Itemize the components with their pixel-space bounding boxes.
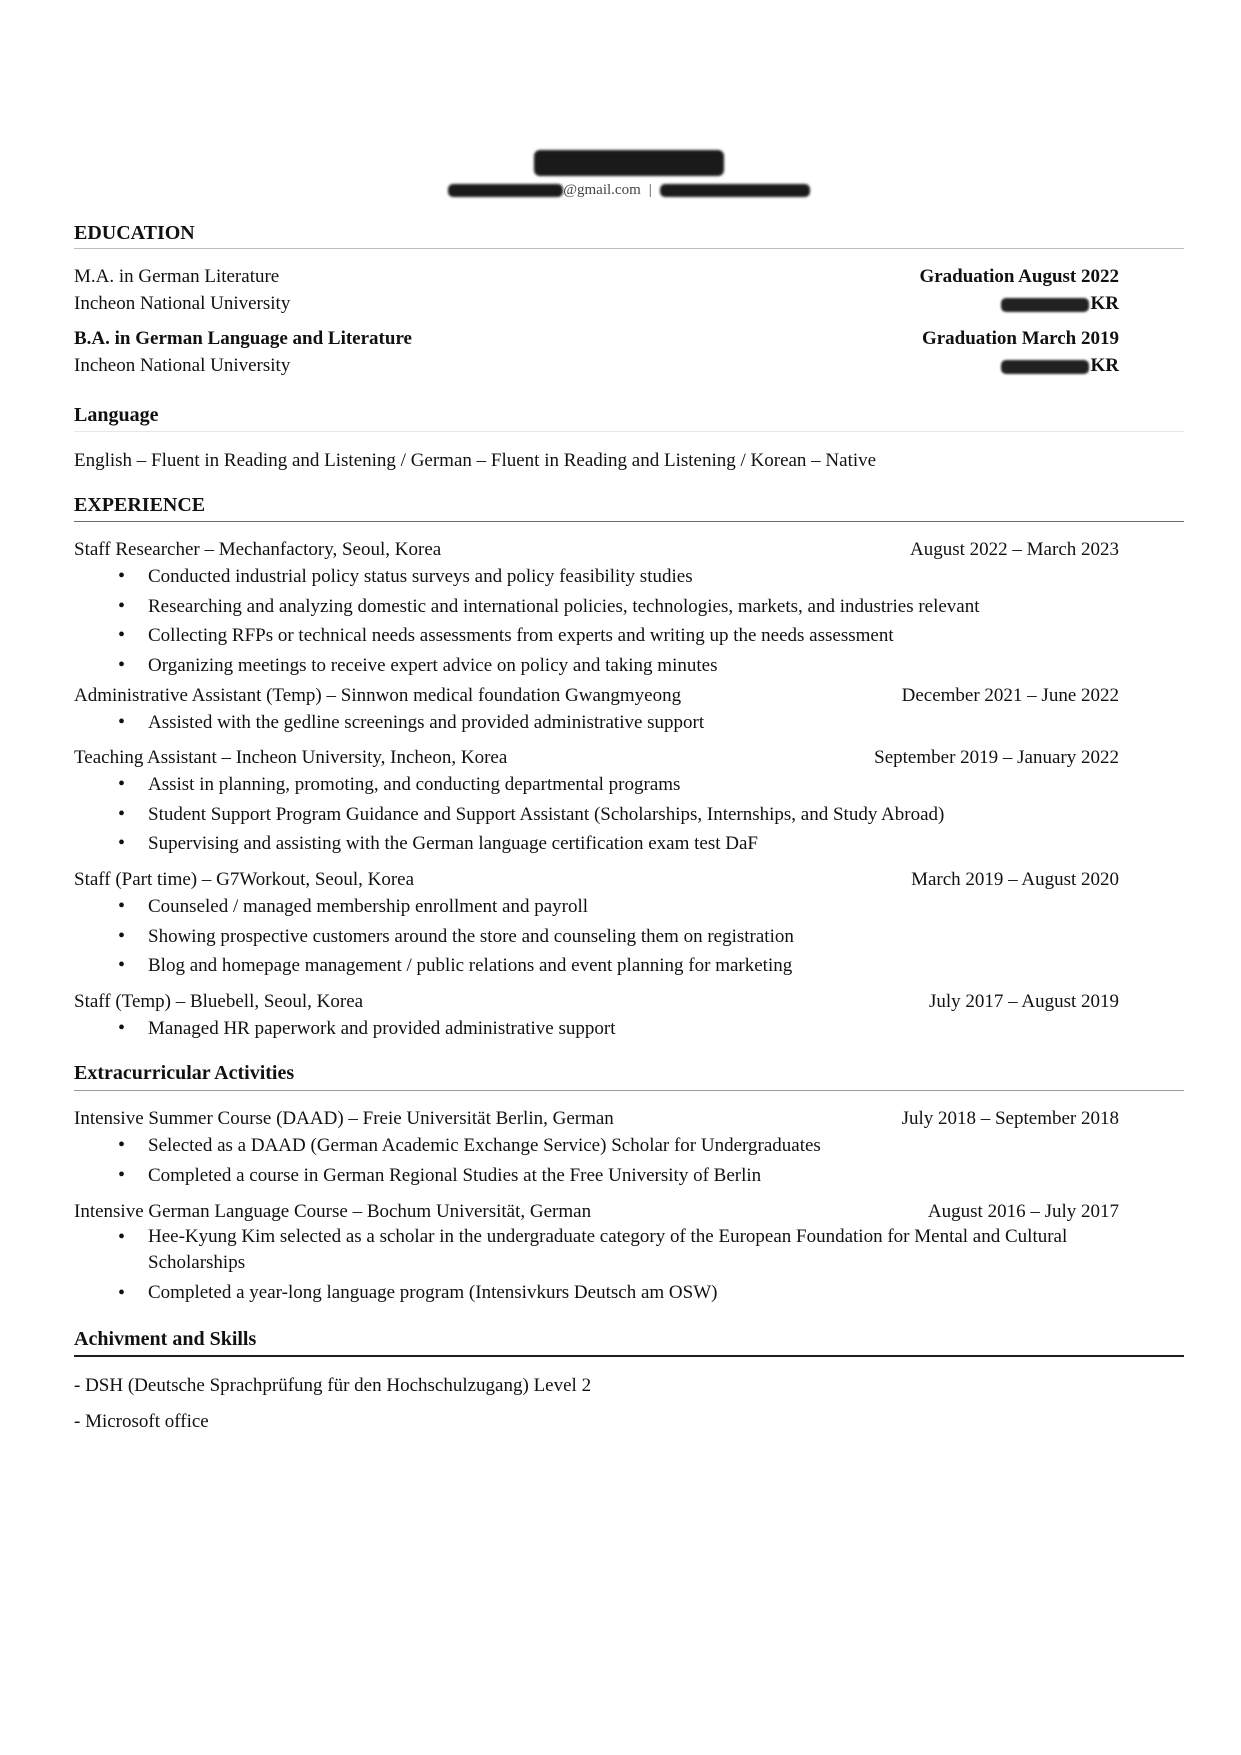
contact-separator: | (648, 182, 652, 198)
list-item: • Organizing meetings to receive expert advice on policy and taking minutes (128, 651, 1188, 681)
activity-title: Intensive German Language Course – Bochum Universität, German (74, 1201, 592, 1222)
section-title-achievements: Achivment and Skills (74, 1328, 257, 1350)
graduation-date: Graduation August 2022 (919, 266, 1119, 287)
school-location: KR (1001, 292, 1120, 316)
job-dates: July 2017 – August 2019 (928, 991, 1119, 1012)
section-rule (74, 521, 1184, 522)
school: Incheon National University (74, 355, 291, 376)
job-bullets (128, 562, 1188, 680)
job-bullets (128, 1014, 1188, 1044)
list-item: • Collecting RFPs or technical needs assessments from experts and writing up the needs assessment (128, 621, 1188, 651)
job-title: Staff (Part time) – G7Workout, Seoul, Korea (74, 869, 415, 890)
list-item: • Supervising and assisting with the German language certification exam test DaF (128, 829, 1188, 859)
job-title: Staff Researcher – Mechanfactory, Seoul, Korea (74, 539, 442, 560)
degree: B.A. in German Language and Literature (74, 328, 412, 349)
list-item: • Counseled / managed membership enrollment and payroll (128, 892, 1188, 922)
contact-email-domain: @gmail.com (563, 182, 641, 198)
list-item: • Assisted with the gedline screenings and provided administrative support (128, 708, 1188, 738)
list-item: • Showing prospective customers around the store and counseling them on registration (128, 922, 1188, 952)
activity-dates: August 2016 – July 2017 (927, 1201, 1119, 1222)
list-item: • Conducted industrial policy status surveys and policy feasibility studies (128, 562, 1188, 592)
section-title-education: EDUCATION (74, 222, 195, 244)
activity-bullets (128, 1224, 1188, 1306)
activity-dates: July 2018 – September 2018 (901, 1108, 1119, 1129)
section-title-extracurricular: Extracurricular Activities (74, 1062, 295, 1084)
list-item: • Hee-Kyung Kim selected as a scholar in the undergraduate category of the European Foundation for Mental and Cultural Scholarships (128, 1224, 1158, 1276)
graduation-date: Graduation March 2019 (921, 328, 1119, 349)
job-bullets (128, 892, 1188, 981)
skill-item: - Microsoft office (74, 1411, 209, 1432)
activity-bullets (128, 1131, 1188, 1190)
section-title-experience: EXPERIENCE (74, 494, 206, 516)
job-bullets (128, 770, 1188, 859)
section-rule (74, 1090, 1184, 1091)
list-item: • Researching and analyzing domestic and international policies, technologies, markets, and industries relevant (128, 592, 1188, 622)
section-rule (74, 248, 1184, 249)
school-location: KR (1001, 354, 1120, 378)
contact-line (74, 182, 1184, 199)
job-dates: March 2019 – August 2020 (911, 869, 1119, 890)
redacted-city (1001, 360, 1089, 374)
list-item: • Managed HR paperwork and provided administrative support (128, 1014, 1188, 1044)
section-rule (74, 431, 1184, 432)
list-item: • Selected as a DAAD (German Academic Exchange Service) Scholar for Undergraduates (128, 1131, 1188, 1161)
list-item: • Assist in planning, promoting, and conducting departmental programs (128, 770, 1188, 800)
list-item: • Completed a year-long language program (Intensivkurs Deutsch am OSW) (128, 1280, 1188, 1306)
section-rule (74, 1355, 1184, 1357)
redacted-city (1001, 298, 1089, 312)
job-dates: September 2019 – January 2022 (874, 747, 1119, 768)
redacted-phone (660, 184, 810, 197)
redacted-email-user (448, 184, 563, 197)
job-dates: December 2021 – June 2022 (901, 685, 1119, 706)
redacted-name (534, 150, 724, 176)
activity-title: Intensive Summer Course (DAAD) – Freie Universität Berlin, German (74, 1108, 614, 1129)
language-line: English – Fluent in Reading and Listening / German – Fluent in Reading and Listening / Korean – Native (74, 450, 877, 471)
job-bullets (128, 708, 1188, 738)
job-title: Teaching Assistant – Incheon University, Incheon, Korea (74, 747, 508, 768)
degree: M.A. in German Literature (74, 266, 280, 287)
list-item: • Completed a course in German Regional Studies at the Free University of Berlin (128, 1161, 1188, 1191)
job-title: Administrative Assistant (Temp) – Sinnwon medical foundation Gwangmyeong (74, 685, 682, 706)
job-title: Staff (Temp) – Bluebell, Seoul, Korea (74, 991, 364, 1012)
resume-header (74, 150, 1184, 199)
school: Incheon National University (74, 293, 291, 314)
skill-item: - DSH (Deutsche Sprachprüfung für den Hochschulzugang) Level 2 (74, 1375, 592, 1396)
section-title-language: Language (74, 404, 159, 426)
list-item: • Blog and homepage management / public relations and event planning for marketing (128, 951, 1188, 981)
list-item: • Student Support Program Guidance and Support Assistant (Scholarships, Internships, and Study Abroad) (128, 800, 1188, 830)
job-dates: August 2022 – March 2023 (910, 539, 1119, 560)
